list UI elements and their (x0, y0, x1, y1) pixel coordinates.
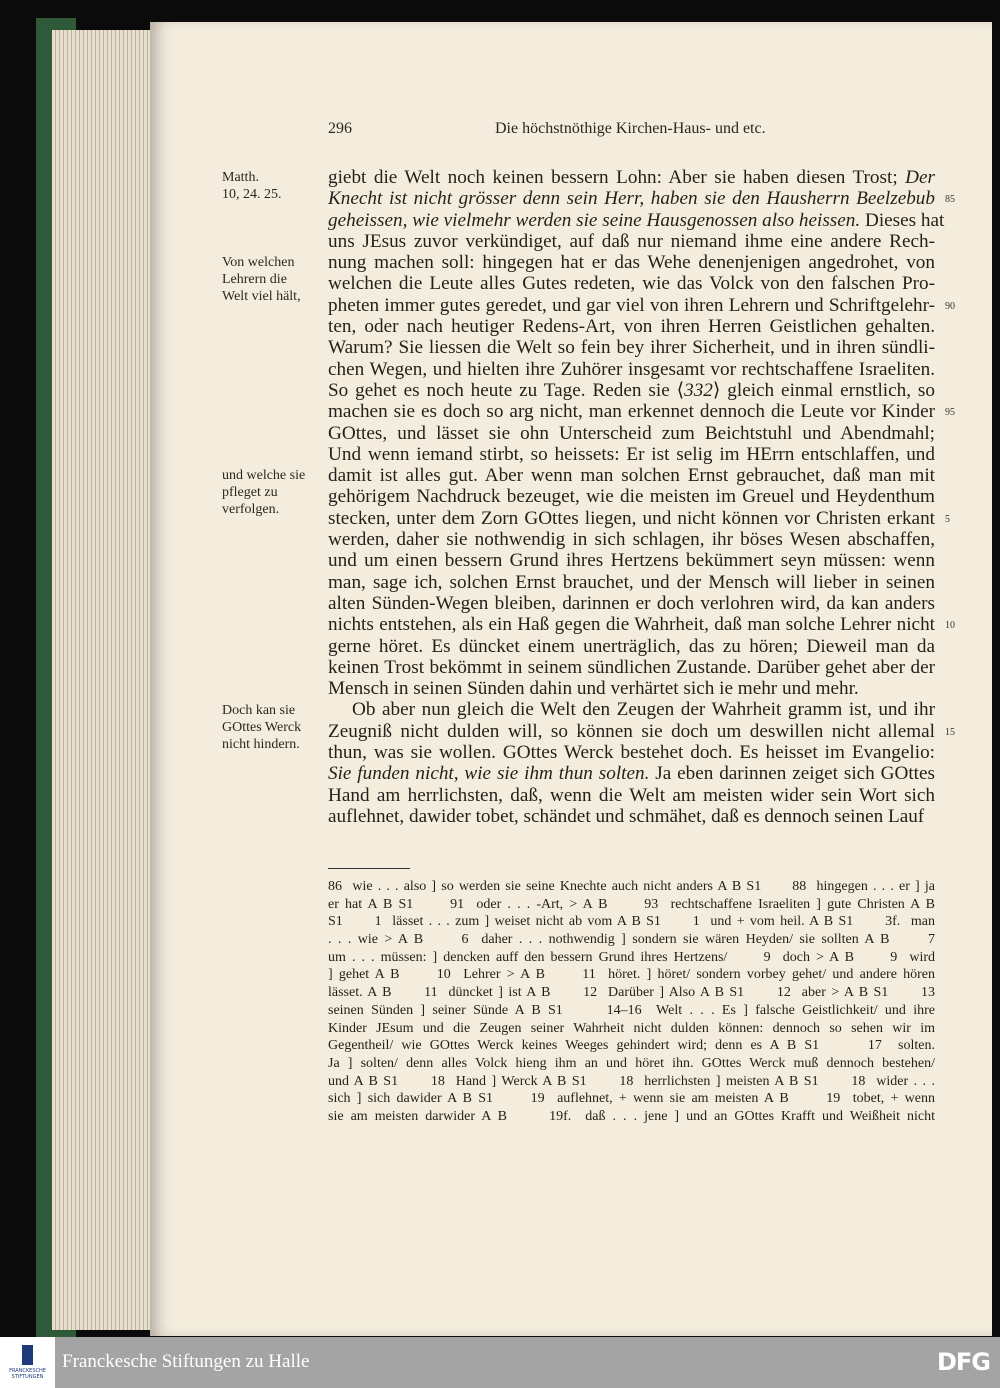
main-text (328, 167, 945, 827)
text-segment: Mensch in seinen Sünden dahin und verhärtet sich ie mehr und mehr. (328, 678, 859, 700)
text-segment: Hand am herrlichsten, daß, wenn die Welt am meisten wider sein Wort sich (328, 784, 935, 806)
margin-note-line: und welche sie (222, 468, 306, 484)
line-number: 15 (945, 726, 955, 738)
margin-note-line: Doch kan sie (222, 702, 296, 718)
italic-quote: geheissen, wie vielmehr werden sie seine Hausgenossen also heissen. (328, 209, 861, 231)
footnote-line: seinen Sünden ] seiner Sünde A B S1 14–16 Welt . . . Es ] falsche Geistlichkeit/ und ihre (328, 1002, 935, 1018)
text-segment: ⟩ gleich einmal ernstlich, so (712, 379, 935, 401)
text-segment: So gehet es noch heute zu Tage. Reden sie ⟨ (328, 379, 685, 401)
text-line (328, 209, 945, 231)
text-segment: nung machen soll: hingegen hat er das Wehe denenjenigen angedrohet, von (328, 252, 935, 274)
franckesche-stiftungen-logo: FRANCKESCHE STIFTUNGEN (0, 1337, 55, 1388)
text-segment: chen Wegen, und hielten ihre Zuhörer insgesamt vor rechtschaffene Israeliten. (328, 358, 935, 380)
text-segment: Dieses hat (860, 209, 945, 231)
line-number: 5 (945, 513, 950, 525)
text-segment: ten, oder nach heutiger Redens-Art, von ihren Herren Geistlichen gehalten. (328, 316, 935, 338)
text-segment: damit ist alles gut. Aber wenn man solchen Ernst gebrauchet, daß man mit (328, 465, 935, 487)
text-segment: giebt die Welt noch keinen bessern Lohn: Aber sie haben diesen Trost; (328, 167, 906, 188)
text-segment: keinen Trost bekömmt in seinem sündlichen Zustande. Darüber gehet aber der (328, 656, 935, 678)
text-segment: nichts entstehen, als ein Haß gegen die Wahrheit, daß man solche Lehrer nicht (328, 614, 935, 636)
footnote-line: Ja ] solten/ denn alles Volck hieng ihm an und höret ihn. GOttes Werck muß dennoch bestehen/ (328, 1055, 935, 1071)
line-number: 10 (945, 620, 955, 632)
margin-note (222, 467, 305, 518)
text-segment: Warum? Sie liessen die Welt so fein bey ihrer Sicherheit, und in ihren sündli- (328, 337, 935, 359)
footnote-line: Kinder JEsum und die Zeugen seiner Wahrheit nicht dulden können: dennoch so sehen wir im (328, 1020, 935, 1036)
text-segment: welchen die Leute alles Gutes redeten, wie das Volck von den falschen Pro- (328, 273, 935, 295)
italic-quote: Der (905, 167, 935, 188)
text-segment: gerne höret. Es düncket einem unerträglich, das zu hören; Dieweil man da (328, 635, 935, 657)
footnote-line: Gegentheil/ wie GOttes Werck keines Weeges gehindert wird; denn es A B S1 17 solten. (328, 1038, 935, 1054)
margin-note-line: 10, 24. 25. (222, 187, 282, 202)
page-edges (52, 30, 162, 1330)
text-segment: alten Sünden-Wegen bleiben, darinnen er doch verlohren wird, da kan anders (328, 592, 935, 614)
text-segment: Ja eben darinnen zeiget sich GOttes (649, 763, 935, 785)
text-line (328, 763, 935, 784)
text-segment: gehörigem Nachdruck bezeuget, wie die meisten im Greuel und Heydenthum (328, 486, 935, 508)
text-line (328, 699, 935, 720)
text-segment: GOttes, und lässet sie ohn Unterscheid zum Beichtstuhl und Abendmahl; (328, 422, 935, 444)
text-line (328, 678, 935, 699)
text-line (328, 380, 935, 401)
text-segment: thun, was sie wollen. GOttes Werck bestehet doch. Es heisset im Evangelio: (328, 742, 935, 764)
text-line (328, 401, 935, 422)
critical-apparatus (328, 878, 935, 1126)
margin-note-line: verfolgen. (222, 502, 280, 518)
footnote-line: er hat A B S1 91 oder . . . -Art, > A B 93 rechtschaffene Israeliten ] gute Christen A B (328, 896, 935, 912)
footnote-line: lässet. A B 11 düncket ] ist A B 12 Darüber ] Also A B S1 12 aber > A B S1 13 (328, 985, 935, 1001)
text-line (328, 188, 935, 209)
text-line (328, 508, 935, 529)
italic-quote: 332 (684, 379, 713, 401)
footnote-line: . . . wie > A B 6 daher . . . nothwendig ] sondern sie wären Heyden/ sie sollten A B 7 (328, 932, 935, 948)
margin-note-line: nicht hindern. (222, 736, 300, 752)
margin-note-line: Lehrern die (222, 272, 287, 288)
text-line (328, 231, 935, 252)
text-segment: auflehnet, dawider tobet, schändet und schmähet, daß es dennoch seinen Lauf (328, 805, 925, 827)
text-line (328, 785, 935, 806)
margin-note (222, 702, 301, 753)
italic-quote: Sie funden nicht, wie sie ihm thun solten. (328, 763, 650, 785)
footnote-line: sie am meisten darwider A B 19f. daß . . . jene ] und an GOttes Krafft und Weißheit nicht (328, 1108, 935, 1124)
text-line (328, 337, 935, 358)
text-line (328, 167, 935, 188)
text-line (328, 423, 935, 444)
text-line (328, 572, 935, 593)
footnote-line: ] gehet A B 10 Lehrer > A B 11 höret. ] höret/ sondern vorbey gehet/ und andere hören (328, 967, 935, 983)
text-segment: Und wenn iemand stirbt, so heissets: Er ist selig im HErrn entschlaffen, und (328, 443, 935, 465)
text-line (328, 273, 935, 294)
footnote-rule (328, 868, 410, 869)
text-segment: Ob aber nun gleich die Welt den Zeugen der Wahrheit gramm ist, und ihr (352, 699, 935, 721)
line-number: 95 (945, 407, 955, 419)
line-number: 90 (945, 300, 955, 312)
dfg-logo: DFG (936, 1348, 990, 1376)
footnote-line: um . . . müssen: ] dencken auff den bessern Grund ihres Hertzens/ 9 doch > A B 9 wird (328, 949, 935, 965)
text-segment: machen sie es doch so arg nicht, man erkennet dennoch die Leute vor Kinder (328, 401, 935, 423)
text-line (328, 742, 935, 763)
footnote-line: sich ] sich dawider A B S1 19 auflehnet, + wenn sie am meisten A B 19 tobet, + wenn (328, 1091, 935, 1107)
margin-note-line: Welt viel hält, (222, 289, 301, 305)
footnote-line: S1 1 lässet . . . zum ] weiset nicht ab vom A B S1 1 und + vom heil. A B S1 3f. man (328, 914, 935, 930)
running-title: Die höchstnöthige Kirchen-Haus- und etc. (495, 120, 766, 137)
margin-note (222, 169, 282, 203)
footnote-line: und A B S1 18 Hand ] Werck A B S1 18 herrlichsten ] meisten A B S1 18 wider . . . (328, 1073, 935, 1089)
text-segment: stecken, unter dem Zorn GOttes liegen, und nicht können vor Christen erkant (328, 507, 935, 529)
text-segment: pheten immer gutes geredet, und gar viel von ihren Lehrern und Schriftgelehr- (328, 294, 935, 316)
text-line (328, 295, 935, 316)
page-number: 296 (328, 120, 352, 137)
footer-bar (0, 1337, 1000, 1388)
italic-quote: Knecht ist nicht grösser denn sein Herr, haben sie den Hausherrn Beelzebub (328, 188, 935, 210)
margin-note-line: Von welchen (222, 255, 295, 271)
text-line (328, 550, 935, 571)
text-line (328, 252, 935, 273)
text-line (328, 316, 935, 337)
text-line (328, 593, 935, 614)
text-line (328, 444, 935, 465)
footnote-line: 86 wie . . . also ] so werden sie seine Knechte auch nicht anders A B S1 88 hingegen . . . er ] ja (328, 879, 935, 894)
text-line (328, 721, 935, 742)
text-line (328, 486, 935, 507)
text-line (328, 529, 935, 550)
margin-note (222, 254, 301, 305)
text-segment: Zeugniß nicht dulden will, so können sie doch um deswillen nicht allemal (328, 720, 935, 742)
text-line (328, 614, 935, 635)
text-line (328, 657, 935, 678)
margin-note-line: Matth. (222, 170, 259, 185)
margin-note-line: GOttes Werck (222, 719, 302, 735)
margin-note-line: pfleget zu (222, 485, 278, 501)
institution-name: Franckesche Stiftungen zu Halle (62, 1351, 310, 1372)
line-number: 85 (945, 194, 955, 206)
text-line (328, 806, 935, 827)
text-segment: und um einen bessern Grund ihres Hertzens bekümmert seyn müssen: wenn (328, 550, 935, 572)
text-segment: man, sage ich, solchen Ernst brauchet, und der Mensch will lieber in seinen (328, 571, 935, 593)
text-segment: werden, daher sie nothwendig in sich schlagen, ihr böses Wesen abschaffen, (328, 529, 935, 551)
text-line (328, 465, 935, 486)
text-segment: uns JEsus zuvor verkündiget, auf daß nur niemand ihme eine andere Rech- (328, 230, 935, 252)
text-line (328, 636, 935, 657)
text-line (328, 359, 935, 380)
